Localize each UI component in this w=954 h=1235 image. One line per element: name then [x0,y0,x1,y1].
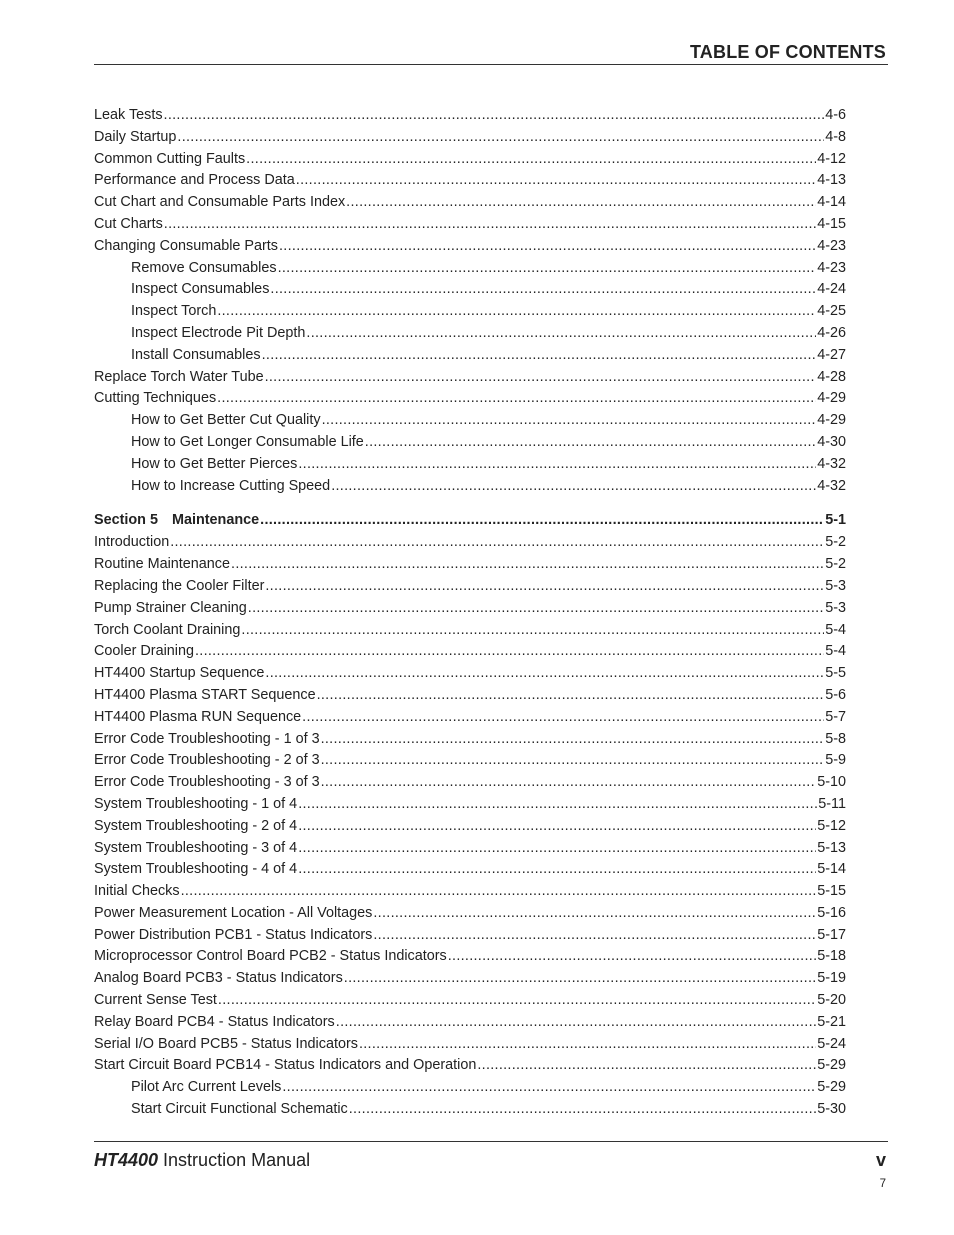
toc-entry-label: Remove Consumables [131,259,277,276]
toc-page-number: 5-6 [825,686,846,703]
toc-page-number: 4-29 [817,390,846,407]
leader-dots [298,840,816,856]
toc-entry[interactable] [94,796,846,818]
toc-page-number: 4-6 [825,107,846,123]
leader-dots [282,1079,816,1095]
toc-entry[interactable] [94,194,846,216]
toc-entry[interactable] [94,325,846,347]
toc-page-number: 5-14 [817,861,846,878]
toc-entry[interactable] [94,643,846,665]
leader-dots [298,796,817,812]
table-of-contents [94,107,846,1123]
toc-entry-label: Install Consumables [131,346,261,363]
toc-page-number: 5-30 [817,1101,846,1118]
toc-entry-label: Serial I/O Board PCB5 - Status Indicators [94,1035,358,1052]
toc-entry[interactable] [94,774,846,796]
toc-entry[interactable] [94,665,846,687]
toc-entry[interactable] [94,883,846,905]
toc-entry[interactable] [94,107,846,129]
toc-page-number: 5-9 [825,752,846,769]
leader-dots [265,578,824,594]
toc-page-number: 5-18 [817,948,846,965]
toc-entry-label: How to Get Better Pierces [131,455,298,472]
toc-entry[interactable] [94,216,846,238]
toc-entry-label: HT4400 Plasma START Sequence [94,686,316,703]
toc-page-number: 4-12 [817,150,846,167]
toc-page-number: 4-23 [817,259,846,276]
leader-dots [231,556,824,572]
toc-entry-label: Power Distribution PCB1 - Status Indicators [94,926,373,943]
toc-entry-label: Leak Tests [94,107,163,123]
toc-page-number: 4-13 [817,172,846,189]
toc-entry[interactable] [94,1036,846,1058]
leader-dots [181,883,817,899]
footer-manual-title [94,1150,310,1171]
footer-model: HT4400 [94,1150,159,1170]
toc-entry-label: HT4400 Plasma RUN Sequence [94,708,302,725]
leader-dots [246,151,816,167]
leader-dots [322,412,817,428]
toc-entry-label: Inspect Electrode Pit Depth [131,324,306,341]
toc-entry[interactable] [94,369,846,391]
toc-entry-label: Cut Chart and Consumable Parts Index [94,194,346,211]
toc-entry-label: How to Increase Cutting Speed [131,477,331,494]
toc-entry[interactable] [94,687,846,709]
toc-page-number: 5-11 [818,795,846,812]
leader-dots [265,665,824,681]
toc-entry[interactable] [94,992,846,1014]
toc-entry-label: Pilot Arc Current Levels [131,1079,282,1096]
leader-dots [195,643,824,659]
toc-page-number: 5-10 [817,774,846,791]
leader-dots [177,129,824,145]
toc-entry-label: Inspect Torch [131,303,217,320]
leader-dots [302,709,824,725]
toc-page-number: 5-2 [825,556,846,573]
toc-page-number: 5-7 [825,708,846,725]
leader-dots [296,172,816,188]
toc-entry-label: Current Sense Test [94,992,217,1009]
footer-manual-label: Instruction Manual [158,1150,311,1170]
toc-entry-label: Daily Startup [94,128,177,145]
toc-entry[interactable] [94,478,846,500]
toc-page-number: 5-16 [817,904,846,921]
toc-entry-label: Error Code Troubleshooting - 1 of 3 [94,730,320,747]
toc-page-number: 4-23 [817,237,846,254]
toc-entry[interactable] [94,412,846,434]
toc-page-number: 4-28 [817,368,846,385]
toc-entry[interactable] [94,948,846,970]
toc-page-number: 5-19 [817,970,846,987]
leader-dots [279,238,816,254]
toc-section-5-entries [94,534,846,1123]
toc-entry-label: Error Code Troubleshooting - 2 of 3 [94,752,320,769]
toc-entry[interactable] [94,840,846,862]
leader-dots [346,194,816,210]
toc-page-number: 5-5 [825,665,846,682]
toc-entry[interactable] [94,622,846,644]
leader-dots [349,1101,816,1117]
leader-dots [218,992,816,1008]
toc-entry-label: Start Circuit Functional Schematic [131,1101,348,1118]
toc-page-number: 5-15 [817,883,846,900]
section-title: Maintenance [171,512,260,529]
leader-dots [321,752,825,768]
toc-entry-label: System Troubleshooting - 1 of 4 [94,795,298,812]
toc-entry[interactable] [94,1079,846,1101]
toc-entry[interactable] [94,347,846,369]
toc-page-number: 4-32 [817,477,846,494]
toc-page-number: 5-13 [817,839,846,856]
toc-entry[interactable] [94,578,846,600]
leader-dots [448,948,816,964]
toc-page-number: 5-3 [825,599,846,616]
leader-dots [344,970,816,986]
toc-entry[interactable] [94,260,846,282]
toc-entry[interactable] [94,556,846,578]
toc-page-number: 5-1 [825,512,846,529]
toc-entry-label: HT4400 Startup Sequence [94,665,265,682]
leader-dots [373,905,816,921]
toc-entry-label: System Troubleshooting - 2 of 4 [94,817,298,834]
toc-section-label [94,512,259,528]
toc-entry-label: How to Get Longer Consumable Life [131,433,364,450]
toc-page-number: 4-29 [817,412,846,429]
toc-entry-label: Error Code Troubleshooting - 3 of 3 [94,774,320,791]
toc-page-number: 4-26 [817,324,846,341]
toc-entry[interactable] [94,1057,846,1079]
toc-entry-label: Replacing the Cooler Filter [94,577,265,594]
section-number: Section 5 [94,512,158,529]
footer-divider [94,1141,888,1142]
toc-page-number: 5-29 [817,1057,846,1074]
toc-entry[interactable] [94,861,846,883]
leader-dots [331,478,816,494]
toc-entry-label: Replace Torch Water Tube [94,368,264,385]
leader-dots [321,774,817,790]
toc-page-number: 5-21 [817,1013,846,1030]
header-divider [94,64,888,65]
leader-dots [241,622,824,638]
leader-dots [164,216,816,232]
toc-entry[interactable] [94,129,846,151]
toc-section-4-entries [94,107,846,499]
leader-dots [164,107,825,123]
leader-dots [306,325,816,341]
toc-page-number: 5-4 [825,643,846,660]
toc-page-number: 4-32 [817,455,846,472]
toc-entry-label: Microprocessor Control Board PCB2 - Status Indicators [94,948,447,965]
toc-entry-label: Changing Consumable Parts [94,237,278,254]
footer-page-number: 7 [879,1178,886,1190]
toc-entry[interactable] [94,970,846,992]
leader-dots [298,456,816,472]
leader-dots [298,818,816,834]
leader-dots [270,281,816,297]
leader-dots [373,927,816,943]
toc-page-number: 5-2 [825,534,846,551]
toc-entry[interactable] [94,238,846,260]
toc-entry-label: Initial Checks [94,883,180,900]
toc-page-number: 5-4 [825,621,846,638]
toc-entry[interactable] [94,456,846,478]
toc-section-heading[interactable] [94,512,846,534]
toc-entry-label: Start Circuit Board PCB14 - Status Indicators and Operation [94,1057,477,1074]
toc-page-number: 4-14 [817,194,846,211]
toc-page-number: 5-12 [817,817,846,834]
toc-page-number: 5-17 [817,926,846,943]
toc-page-number: 4-24 [817,281,846,298]
toc-entry[interactable] [94,731,846,753]
leader-dots [336,1014,816,1030]
toc-entry[interactable] [94,600,846,622]
toc-entry[interactable] [94,303,846,325]
leader-dots [260,512,824,528]
toc-entry-label: Relay Board PCB4 - Status Indicators [94,1013,335,1030]
toc-entry-label: Performance and Process Data [94,172,295,189]
footer-roman-page: v [875,1150,886,1170]
toc-page-number: 5-8 [825,730,846,747]
toc-entry-label: Routine Maintenance [94,556,231,573]
toc-entry-label: How to Get Better Cut Quality [131,412,321,429]
toc-entry[interactable] [94,1101,846,1123]
leader-dots [365,434,816,450]
leader-dots [217,390,816,406]
leader-dots [217,303,816,319]
toc-entry[interactable] [94,752,846,774]
toc-page-number: 4-30 [817,433,846,450]
toc-page-number: 4-8 [825,128,846,145]
toc-page-number: 5-24 [817,1035,846,1052]
leader-dots [278,260,817,276]
toc-entry[interactable] [94,927,846,949]
toc-page-number: 5-3 [825,577,846,594]
toc-entry-label: Cut Charts [94,215,163,232]
toc-entry-label: Cutting Techniques [94,390,217,407]
toc-entry-label: System Troubleshooting - 3 of 4 [94,839,298,856]
leader-dots [477,1057,816,1073]
toc-entry[interactable] [94,1014,846,1036]
leader-dots [321,731,825,747]
toc-entry[interactable] [94,534,846,556]
toc-entry-label: Cooler Draining [94,643,194,660]
leader-dots [248,600,824,616]
toc-entry-label: Torch Coolant Draining [94,621,241,638]
toc-page-number: 4-25 [817,303,846,320]
toc-page-number: 5-20 [817,992,846,1009]
toc-entry[interactable] [94,151,846,173]
toc-entry[interactable] [94,434,846,456]
toc-page-number: 4-27 [817,346,846,363]
toc-entry[interactable] [94,905,846,927]
leader-dots [298,861,816,877]
page-title: TABLE OF CONTENTS [689,42,886,62]
toc-entry-label: Introduction [94,534,170,551]
toc-entry[interactable] [94,709,846,731]
leader-dots [262,347,817,363]
toc-entry-label: Analog Board PCB3 - Status Indicators [94,970,343,987]
toc-entry-label: System Troubleshooting - 4 of 4 [94,861,298,878]
toc-entry-label: Inspect Consumables [131,281,270,298]
toc-entry-label: Pump Strainer Cleaning [94,599,247,616]
toc-page-number: 5-29 [817,1079,846,1096]
toc-entry-label: Power Measurement Location - All Voltages [94,904,373,921]
toc-entry[interactable] [94,172,846,194]
toc-entry[interactable] [94,390,846,412]
toc-entry[interactable] [94,818,846,840]
toc-entry[interactable] [94,281,846,303]
leader-dots [359,1036,816,1052]
toc-page-number: 4-15 [817,215,846,232]
leader-dots [317,687,825,703]
leader-dots [170,534,824,550]
toc-entry-label: Common Cutting Faults [94,150,246,167]
leader-dots [265,369,817,385]
